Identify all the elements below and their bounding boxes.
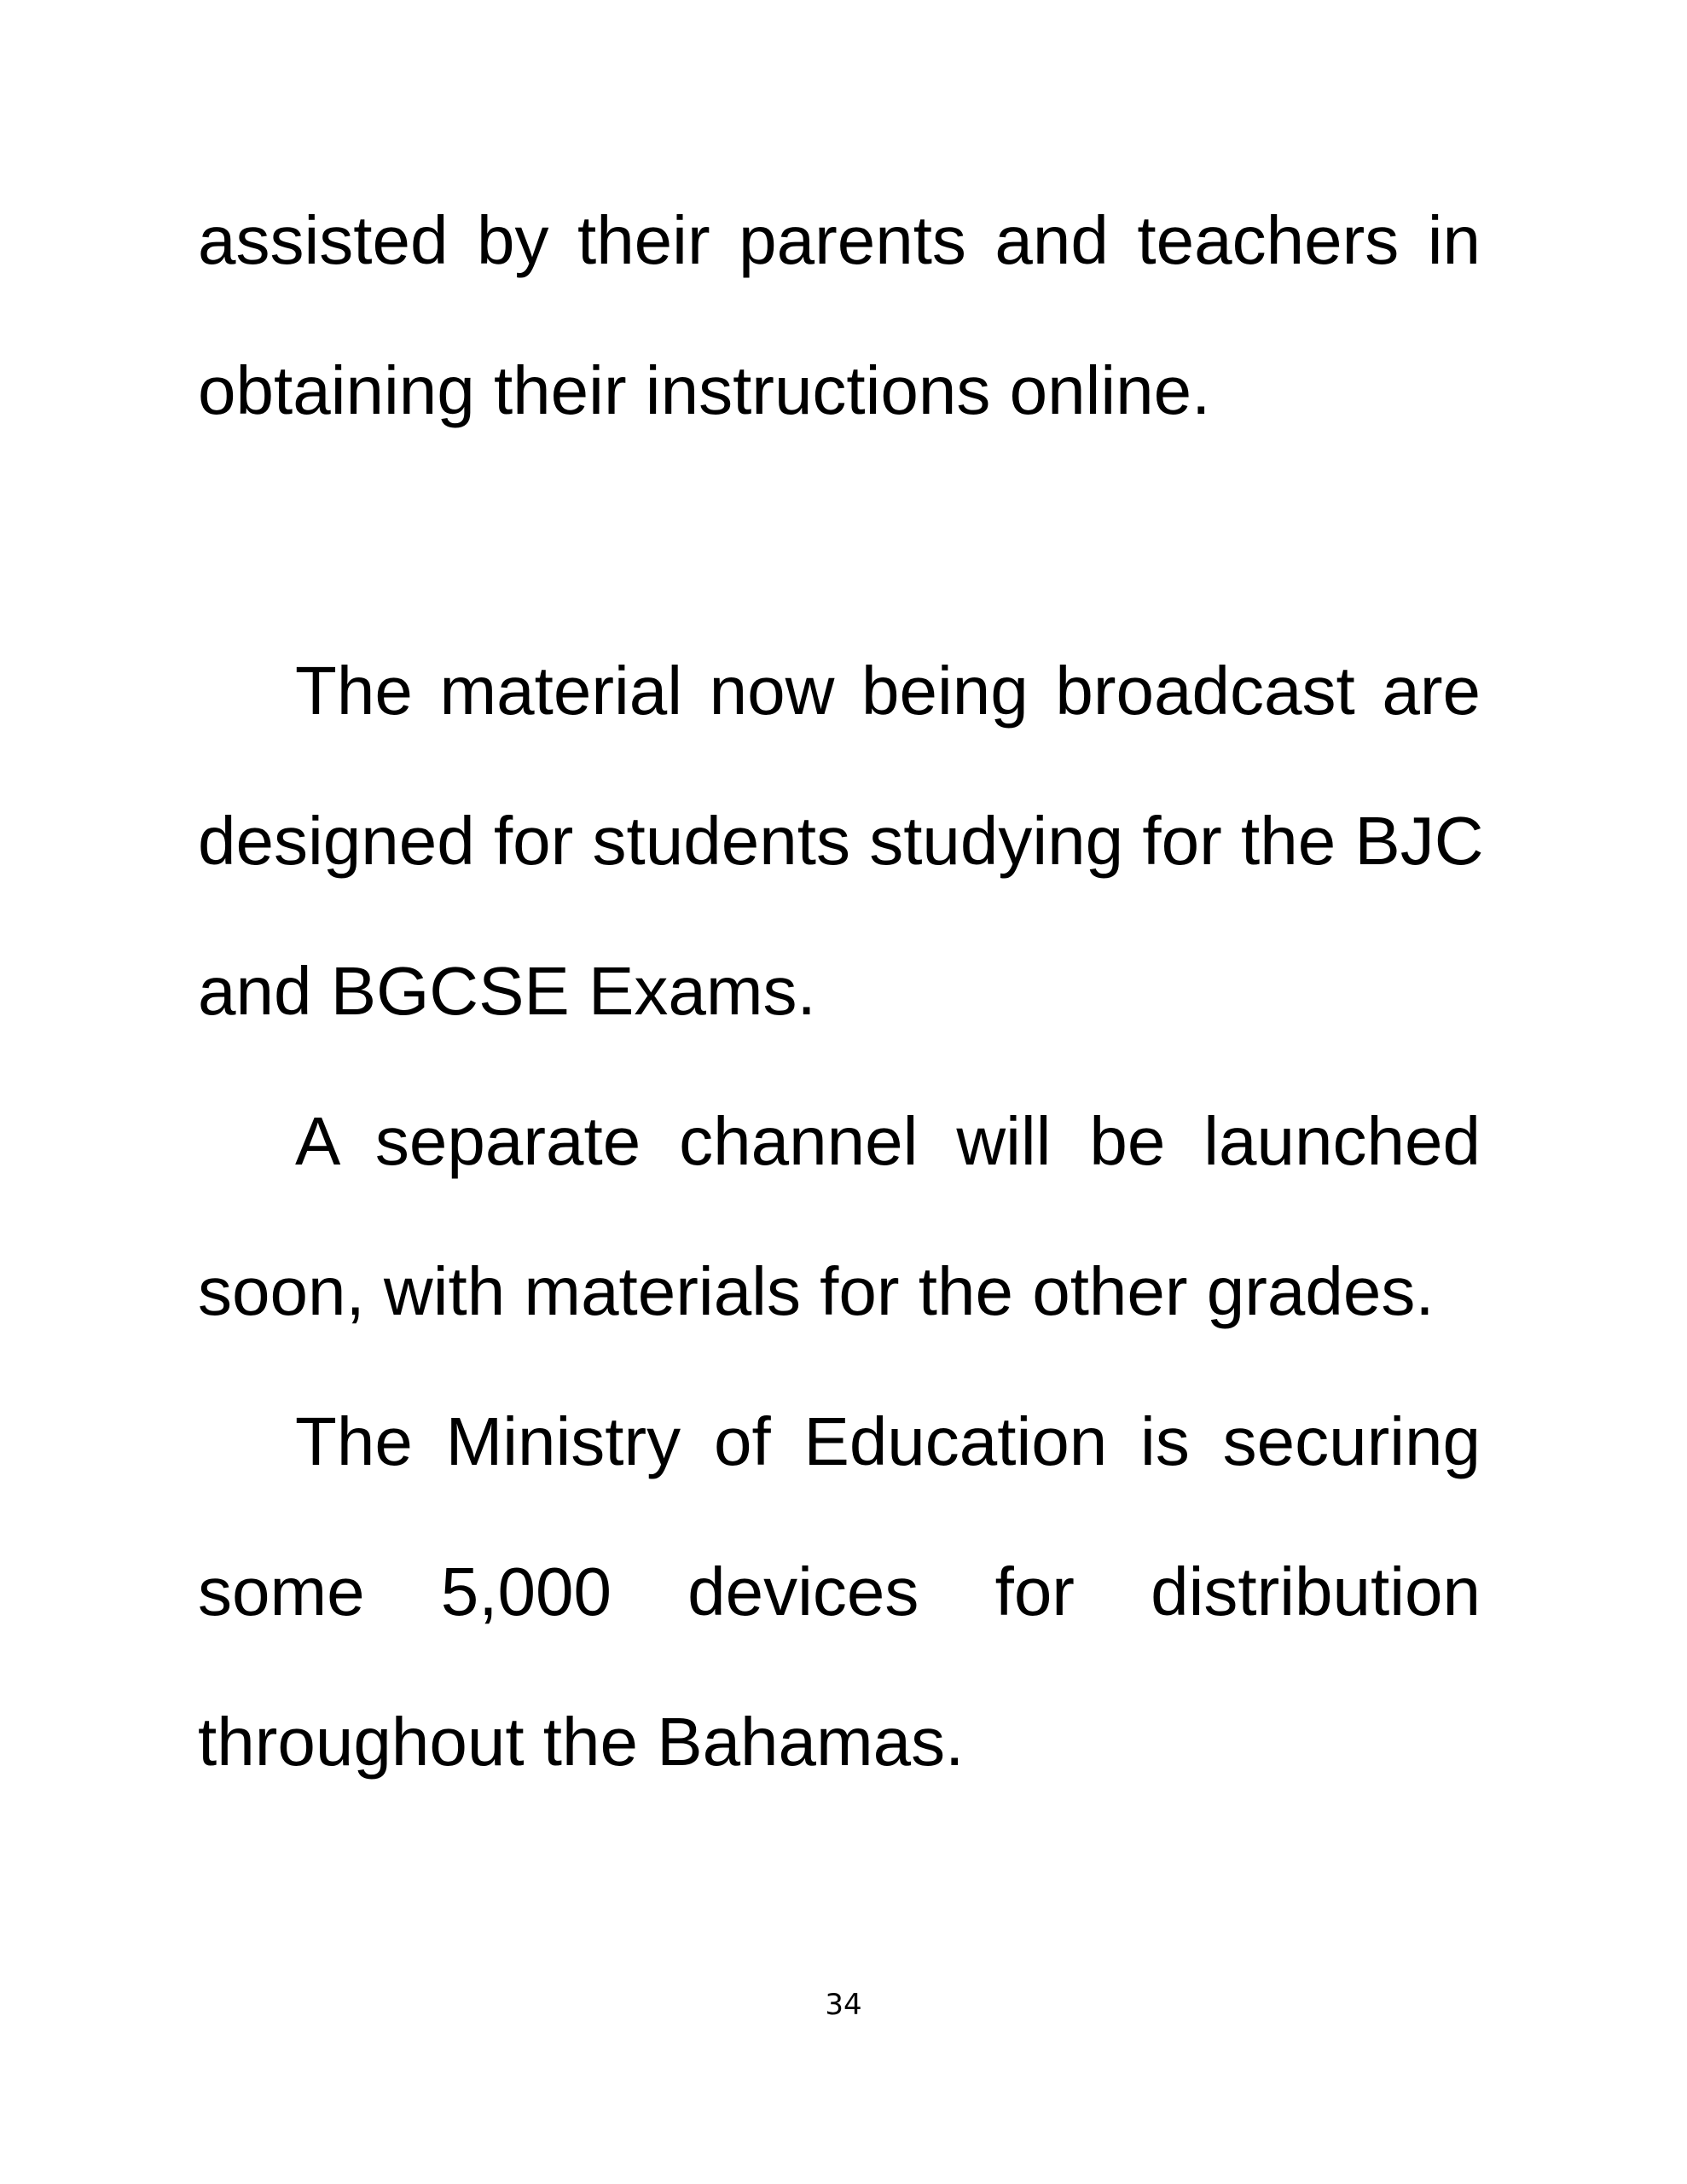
body-text-line: soon, with materials for the other grades.	[198, 1253, 1435, 1329]
body-text-line: A separate channel will be launched	[295, 1103, 1481, 1179]
body-text-line: some 5,000 devices for distribution	[198, 1554, 1481, 1629]
body-text-line: obtaining their instructions online.	[198, 352, 1211, 428]
body-text-line: The material now being broadcast are	[295, 653, 1481, 729]
body-text-line: throughout the Bahamas.	[198, 1704, 965, 1780]
body-text-line: designed for students studying for the BJC	[198, 803, 1484, 879]
body-text-line: and BGCSE Exams.	[198, 953, 816, 1029]
page-number: 34	[825, 1988, 862, 2022]
body-text-line: assisted by their parents and teachers in	[198, 202, 1481, 278]
body-text-line: The Ministry of Education is securing	[295, 1403, 1481, 1479]
